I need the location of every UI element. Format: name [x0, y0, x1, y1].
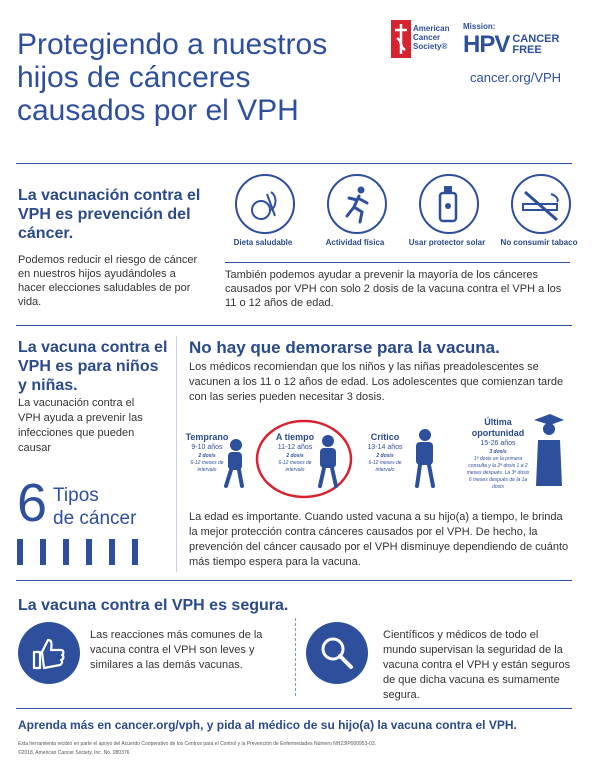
de-cancer-text: de cáncer — [53, 508, 137, 529]
stage-ages: 13-14 años — [367, 444, 403, 451]
acs-logo-text: American Cancer Society® — [413, 24, 450, 51]
stage-ages: 9-10 años — [191, 444, 223, 451]
cancer-types-label — [53, 484, 136, 530]
no-smoking-label: No consumir tabaco — [500, 238, 578, 247]
no-smoking-icon — [511, 174, 571, 234]
mission-label: Mission: — [463, 22, 496, 31]
stage-detail: 6-12 meses de intervalo — [190, 460, 224, 473]
divider — [16, 325, 572, 326]
stage-dose: 3 dosis — [489, 449, 507, 455]
runner-icon — [327, 174, 387, 234]
stage-dose: 2 dosis — [198, 453, 216, 459]
footer-cta: Aprenda más en cancer.org/vph, y pida al médico de su hijo(a) la vacuna contra el VPH. — [18, 718, 517, 732]
timing-body-2: La edad es importante. Cuando usted vacuna a su hijo(a) a tiempo, le brinda la mejor protección contra cánceres causados por el VPH. De hecho, la prevención del cáncer causado por el VPH disminuye dependiendo de cuánto más tiempo espera para la vacuna. — [189, 511, 569, 568]
divider — [225, 262, 570, 263]
six-number: 6 — [17, 473, 48, 533]
kids-body: La vacunación contra el VPH ayuda a prevenir las infecciones que pueden causar — [18, 397, 143, 454]
stage-ages: 11-12 años — [277, 444, 313, 451]
prevention-body: Podemos reducir el riesgo de cáncer en nuestros hijos ayudándoles a hacer elecciones saludables de por vida. — [18, 254, 198, 308]
page-title: Protegiendo a nuestros hijos de cánceres causados por el VPH — [17, 28, 328, 127]
teen-figure-icon — [408, 428, 440, 490]
site-link[interactable]: cancer.org/VPH — [470, 70, 562, 85]
divider — [16, 708, 572, 709]
stage-detail: 6-12 meses de intervalo — [368, 460, 402, 473]
hpv-logo-text: HPV — [463, 31, 510, 58]
stage-title: Temprano — [185, 432, 229, 442]
stage-detail: 1ª dosis en la primera consulta y la 2ª dosis 1 a 2 meses después. La 3ª dosis 6 meses después de la 1a dosis — [466, 456, 530, 490]
divider — [176, 336, 177, 572]
stage-title: A tiempo — [275, 432, 315, 442]
child-figure-icon — [220, 438, 248, 490]
dashed-divider — [295, 618, 296, 696]
food-icon — [235, 174, 295, 234]
sunscreen-label: Usar protector solar — [408, 238, 486, 247]
stage-ages: 15-26 años — [480, 440, 516, 447]
timing-heading: No hay que demorarse para la vacuna. — [189, 338, 500, 357]
six-bars — [17, 539, 155, 570]
footer-copyright: ©2018, American Cancer Society, Inc. No. 080376 — [18, 750, 130, 756]
stage-dose: 2 dosis — [376, 453, 394, 459]
preteen-figure-icon — [312, 434, 342, 490]
stage-dose: 2 dosis — [286, 453, 304, 459]
kids-heading: La vacuna contra el VPH es para niños y niñas. — [18, 339, 168, 394]
food-label: Dieta saludable — [233, 238, 293, 247]
safe-right-text: Científicos y médicos de todo el mundo supervisan la seguridad de la vacuna contra el VPH y están seguros de que dicha vacuna es sumamente segura. — [383, 629, 571, 701]
footer-fine-print: Esta herramienta recibió en parte el apoyo del Acuerdo Cooperativo de los Centros para el Control y la Prevención de Enfermedades Número NH23IP000953-03. — [18, 741, 376, 747]
magnifier-icon — [306, 622, 368, 684]
graduate-figure-icon — [526, 412, 566, 492]
sunscreen-icon — [419, 174, 479, 234]
runner-label: Actividad física — [325, 238, 385, 247]
prevention-note: También podemos ayudar a prevenir la mayoría de los cánceres causados por VPH con solo 2 dosis de la vacuna contra el VPH a los 11 o 12 años de edad. — [225, 269, 562, 309]
safe-left-text: Las reacciones más comunes de la vacuna contra el VPH son leves y similares a las demás vacunas. — [90, 629, 263, 671]
stage-title: Crítico — [370, 432, 400, 442]
prevention-heading: La vacunación contra el VPH es prevención del cáncer. — [18, 187, 201, 242]
divider — [16, 163, 572, 164]
divider — [16, 580, 572, 581]
timing-body: Los médicos recomiendan que los niños y las niñas preadolescentes se vacunen a los 11 o 12 años de edad. Los adolescentes que comienzan tarde con las series pueden necesitar 3 dosis. — [189, 361, 564, 403]
stage-title: Última oportunidad — [471, 417, 525, 438]
safe-heading: La vacuna contra el VPH es segura. — [18, 597, 289, 614]
tipos-text: Tipos — [53, 485, 99, 506]
stage-detail: 6-12 meses de intervalo — [278, 460, 312, 473]
cancer-free-text: CANCER FREE — [512, 33, 560, 56]
mission-logo — [463, 22, 572, 59]
thumbs-up-icon — [18, 622, 80, 684]
